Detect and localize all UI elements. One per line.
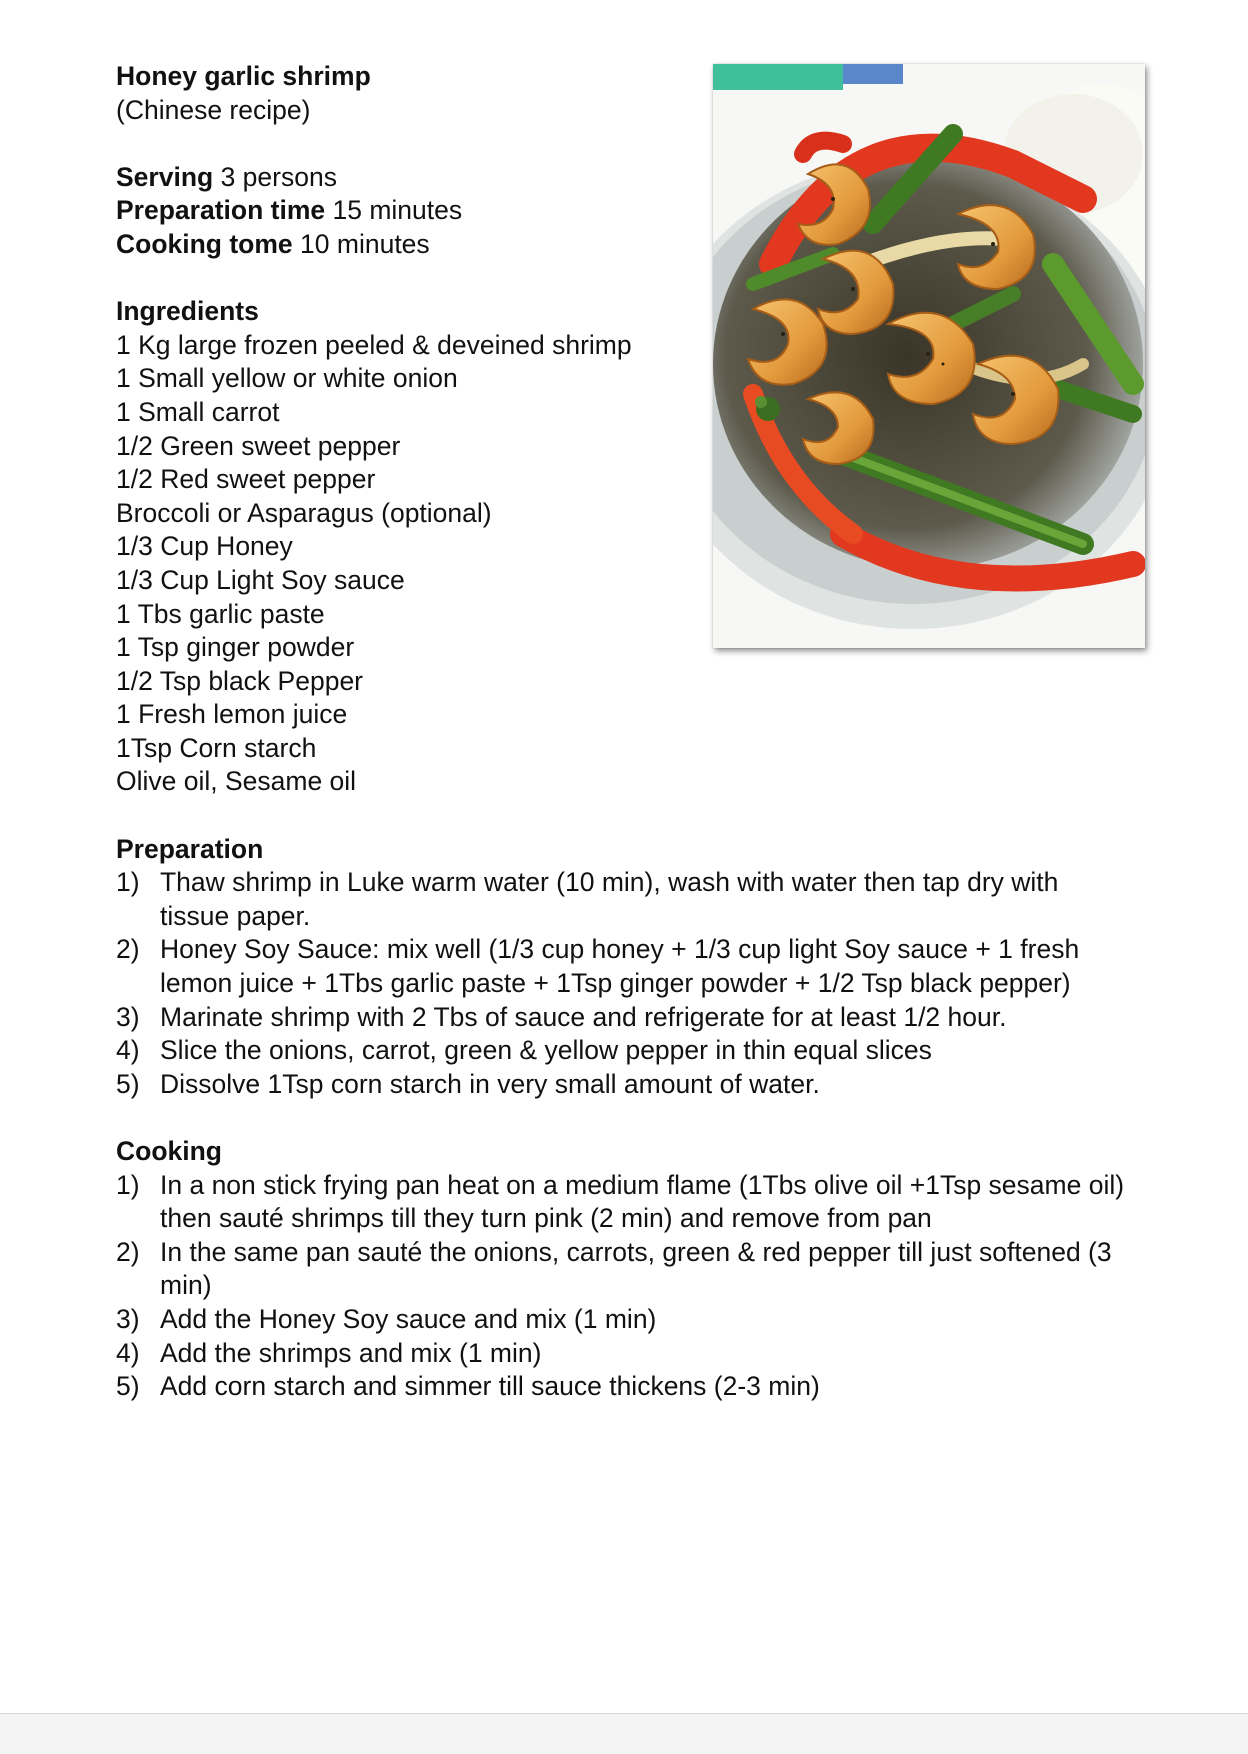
cooking-step [116, 1303, 1126, 1337]
preparation-heading: Preparation [116, 833, 264, 864]
ingredient-item: 1/3 Cup Light Soy sauce [116, 564, 405, 595]
cooking-step [116, 1169, 1126, 1236]
step-number: 4) [116, 1035, 140, 1066]
ingredient-item: Broccoli or Asparagus (optional) [116, 497, 492, 528]
ingredients-heading: Ingredients [116, 296, 259, 327]
ingredient-item: 1/2 Tsp black Pepper [116, 665, 364, 696]
cook-time-label: Cooking tome [116, 228, 293, 259]
ingredient-item: 1 Small yellow or white onion [116, 363, 458, 394]
step-text: Add corn starch and simmer till sauce thickens (2-3 min) [160, 1371, 820, 1402]
ingredient-item: Olive oil, Sesame oil [116, 766, 357, 797]
preparation-step [116, 1001, 1126, 1035]
step-text: In a non stick frying pan heat on a medium flame (1Tbs olive oil +1Tsp sesame oil) then sauté shrimps till they turn pink (2 min) and remove from pan [160, 1169, 1125, 1234]
ingredient-item: 1/2 Red sweet pepper [116, 464, 376, 495]
step-number: 5) [116, 1371, 140, 1402]
shrimp-stir-fry-photo [713, 64, 1145, 648]
prep-time-label: Preparation time [116, 195, 326, 226]
cook-time-value: 10 minutes [300, 228, 430, 259]
step-number: 1) [116, 867, 140, 898]
step-number: 2) [116, 1236, 140, 1267]
spacer [116, 1101, 1126, 1135]
ingredient-item: 1/3 Cup Honey [116, 531, 293, 562]
step-text: In the same pan sauté the onions, carrots, green & red pepper till just softened (3 min) [160, 1236, 1112, 1301]
ingredient-item: 1 Small carrot [116, 396, 280, 427]
recipe-subtitle: (Chinese recipe) [116, 94, 311, 125]
step-text: Add the Honey Soy sauce and mix (1 min) [160, 1303, 657, 1334]
page-bottom-edge [0, 1713, 1248, 1754]
step-text: Marinate shrimp with 2 Tbs of sauce and refrigerate for at least 1/2 hour. [160, 1001, 1007, 1032]
step-number: 2) [116, 934, 140, 965]
step-number: 4) [116, 1337, 140, 1368]
ingredient-item: 1 Tbs garlic paste [116, 598, 325, 629]
cooking-heading: Cooking [116, 1136, 222, 1166]
step-number: 3) [116, 1303, 140, 1334]
cooking-step [116, 1370, 1126, 1404]
cooking-steps [116, 1169, 1126, 1404]
preparation-step [116, 866, 1126, 933]
ingredient-item: 1Tsp Corn starch [116, 732, 317, 763]
step-number: 5) [116, 1068, 140, 1099]
step-text: Thaw shrimp in Luke warm water (10 min), wash with water then tap dry with tissue paper. [160, 867, 1059, 931]
step-number: 1) [116, 1169, 140, 1200]
cooking-step [116, 1337, 1126, 1371]
step-number: 3) [116, 1001, 140, 1032]
step-text: Slice the onions, carrot, green & yellow pepper in thin equal slices [160, 1035, 932, 1066]
preparation-step [116, 1034, 1126, 1068]
ingredient-item: 1 Fresh lemon juice [116, 699, 348, 730]
cooking-step [116, 1236, 1126, 1303]
step-text: Dissolve 1Tsp corn starch in very small amount of water. [160, 1068, 820, 1099]
preparation-steps [116, 866, 1126, 1101]
prep-time-value: 15 minutes [332, 195, 463, 226]
step-text: Add the shrimps and mix (1 min) [160, 1337, 542, 1368]
ingredient-item: 1/2 Green sweet pepper [116, 430, 401, 461]
recipe-title: Honey garlic shrimp [116, 61, 371, 91]
step-text: Honey Soy Sauce: mix well (1/3 cup honey + 1/3 cup light Soy sauce + 1 fresh lemon juice + 1Tbs garlic paste + 1Tsp ginger powder + 1/2 Tsp black pepper) [160, 934, 1080, 999]
photo-illustration [713, 64, 1145, 648]
spacer [116, 799, 1126, 833]
preparation-step [116, 1068, 1126, 1102]
preparation-step [116, 933, 1126, 1000]
serving-label: Serving [116, 161, 214, 192]
ingredient-item: 1 Tsp ginger powder [116, 632, 355, 663]
serving-value: 3 persons [220, 161, 337, 192]
ingredient-item: 1 Kg large frozen peeled & deveined shrimp [116, 329, 632, 360]
